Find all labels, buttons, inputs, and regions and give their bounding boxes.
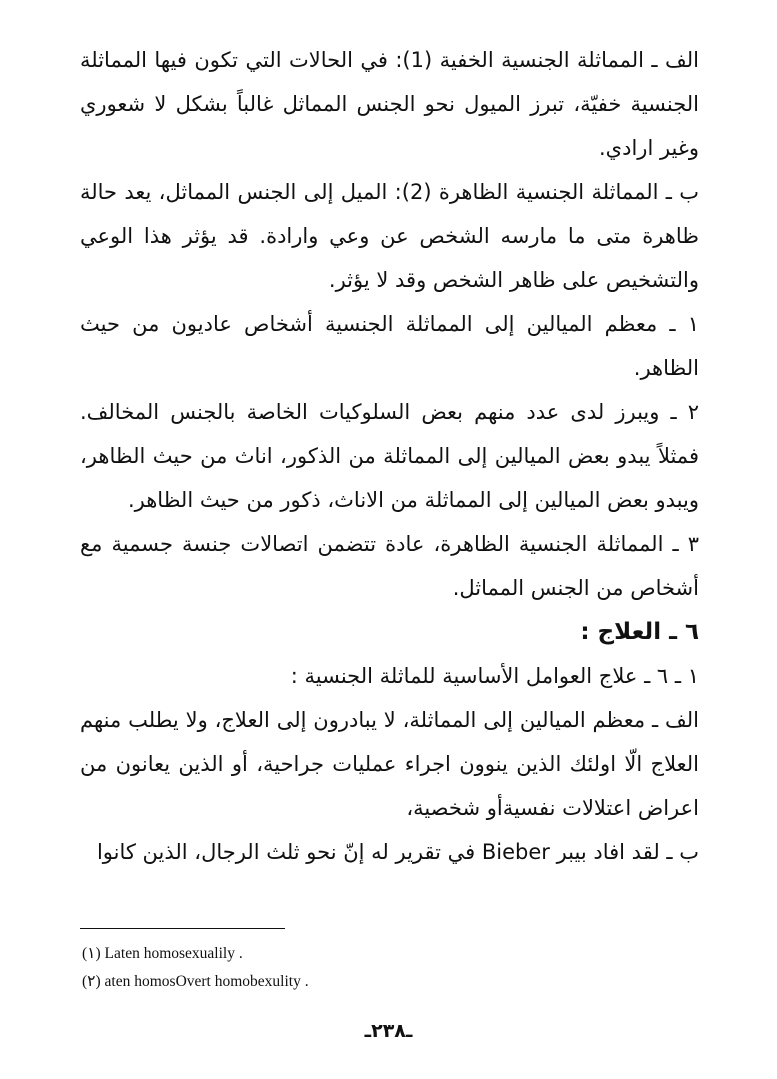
paragraph-treatment-b: ب ـ لقد افاد بيبر Bieber في تقرير له إنّ نحو ثلث الرجال، الذين كانوا <box>96 840 699 864</box>
paragraph-treatment-a: الف ـ معظم الميالين إلى المماثلة، لا يبادرون إلى العلاج، ولا يطلب منهم العلاج الّا اولئك الذين ينوون اجراء عمليات جراحية، أو الذين يعانون من اعراض اعتلالات نفسيةأو شخصية، <box>80 708 699 820</box>
paragraph-point-1: ١ ـ معظم الميالين إلى المماثلة الجنسية أشخاص عاديون من حيث الظاهر. <box>80 312 699 380</box>
section-heading-treatment: ٦ ـ العلاج : <box>580 619 699 645</box>
paragraph-overt-homosexuality: ب ـ المماثلة الجنسية الظاهرة (2): الميل إلى الجنس المماثل، يعد حالة ظاهرة متى ما مارسه الشخص عن وعي وارادة. قد يؤثر هذا الوعي والتشخيص على ظاهر الشخص وقد لا يؤثر. <box>80 180 700 292</box>
subsection-heading: ١ ـ ٦ ـ علاج العوامل الأساسية للماثلة الجنسية : <box>290 664 699 688</box>
footnote-1: (١) Laten homosexualily . <box>82 945 243 962</box>
page-number: ـ٢٣٨ـ <box>364 1020 413 1042</box>
footnote-2: (٢) aten homosOvert homobexulity . <box>82 973 309 990</box>
paragraph-hidden-homosexuality: الف ـ المماثلة الجنسية الخفية (1): في الحالات التي تكون فيها المماثلة الجنسية خفيّة، تبرز الميول نحو الجنس المماثل غالباً بشكل لا شعوري وغير ارادي. <box>80 48 699 160</box>
paragraph-point-2: ٢ ـ ويبرز لدى عدد منهم بعض السلوكيات الخاصة بالجنس المخالف. فمثلاً يبدو بعض الميالين إلى المماثلة من الذكور، اناث من حيث الظاهر، ويبدو بعض الميالين إلى المماثلة من الاناث، ذكور من حيث الظاهر. <box>80 400 699 512</box>
footnotes <box>82 940 702 996</box>
main-text <box>80 38 699 874</box>
footnote-divider <box>80 928 285 929</box>
paragraph-point-3: ٣ ـ المماثلة الجنسية الظاهرة، عادة تتضمن اتصالات جنسة جسمية مع أشخاص من الجنس المماثل. <box>80 532 699 600</box>
